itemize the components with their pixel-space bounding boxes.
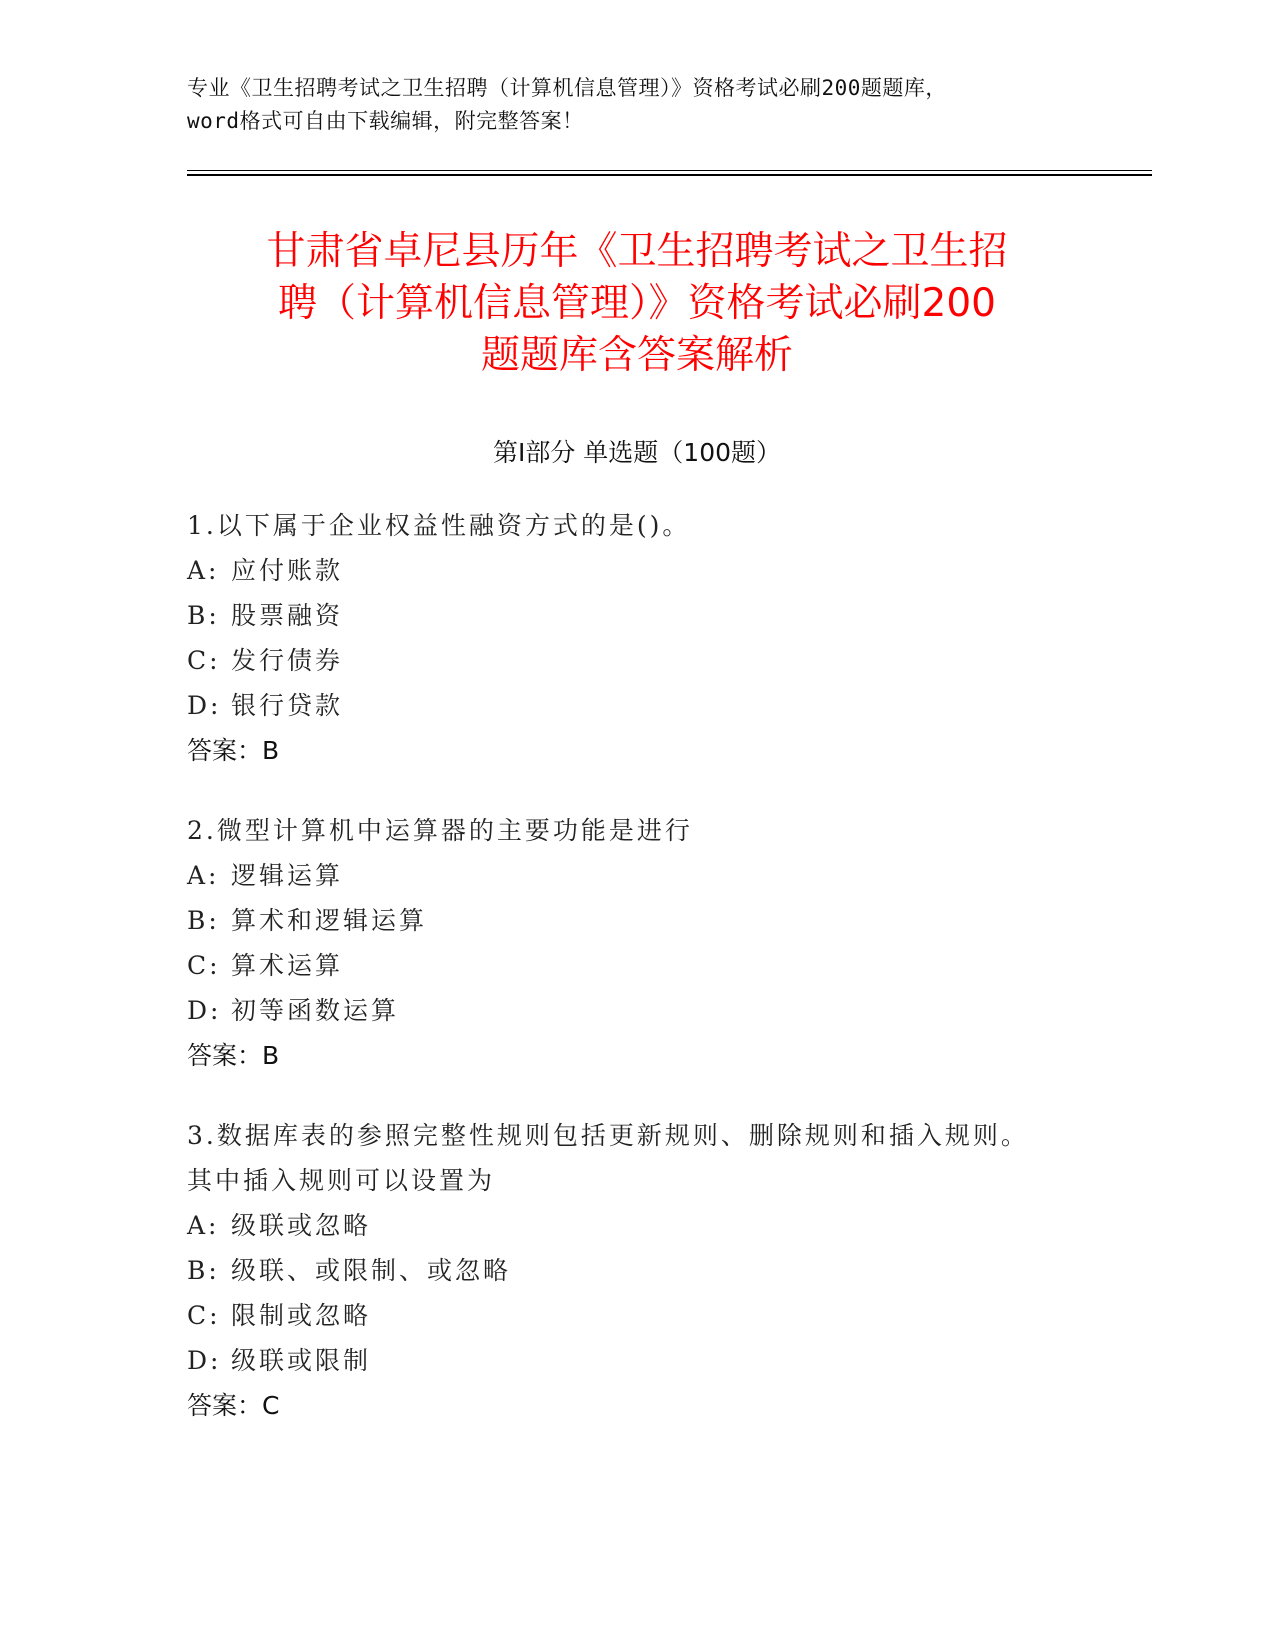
option-letter: C: — [187, 1301, 221, 1330]
option-b — [187, 593, 1087, 638]
question-1 — [187, 503, 1087, 773]
question-3 — [187, 1113, 1087, 1428]
answer: 答案：B — [187, 1041, 280, 1070]
option-text: 级联或限制 — [231, 1346, 372, 1375]
header-note-line-1: 专业《卫生招聘考试之卫生招聘（计算机信息管理）》资格考试必刷200题题库， — [187, 76, 947, 100]
option-b — [187, 898, 1087, 943]
option-text: 股票融资 — [231, 601, 344, 630]
question-stem-line-1: 3.数据库表的参照完整性规则包括更新规则、删除规则和插入规则。 — [187, 1121, 1029, 1150]
option-c — [187, 638, 1087, 683]
option-d — [187, 1338, 1087, 1383]
question-stem-line-2: 其中插入规则可以设置为 — [187, 1166, 496, 1195]
option-text: 发行债券 — [231, 646, 344, 675]
question-2 — [187, 808, 1087, 1078]
option-b — [187, 1248, 1087, 1293]
section-heading: 第Ⅰ部分 单选题（100题） — [492, 438, 782, 467]
option-text: 算术和逻辑运算 — [231, 906, 428, 935]
option-letter: C: — [187, 646, 221, 675]
option-text: 初等函数运算 — [231, 996, 400, 1025]
option-letter: D: — [187, 1346, 222, 1375]
option-letter: A: — [187, 861, 220, 890]
header-note-line-2: word格式可自由下载编辑，附完整答案！ — [187, 109, 584, 133]
title-line-2: 聘（计算机信息管理）》资格考试必刷200 — [278, 281, 996, 326]
option-a — [187, 1203, 1087, 1248]
option-text: 逻辑运算 — [231, 861, 344, 890]
document-title — [187, 226, 1087, 382]
header-note — [187, 72, 1087, 138]
option-a — [187, 853, 1087, 898]
option-letter: C: — [187, 951, 221, 980]
header-rule-thin — [187, 170, 1152, 171]
question-stem: 1.以下属于企业权益性融资方式的是()。 — [187, 511, 691, 540]
option-text: 级联或忽略 — [231, 1211, 372, 1240]
option-c — [187, 1293, 1087, 1338]
option-a — [187, 548, 1087, 593]
option-letter: D: — [187, 691, 222, 720]
answer: 答案：B — [187, 736, 280, 765]
option-text: 银行贷款 — [231, 691, 344, 720]
option-c — [187, 943, 1087, 988]
option-letter: D: — [187, 996, 222, 1025]
option-letter: B: — [187, 601, 220, 630]
title-line-3: 题题库含答案解析 — [480, 333, 793, 378]
question-stem: 2.微型计算机中运算器的主要功能是进行 — [187, 816, 693, 845]
option-text: 算术运算 — [231, 951, 344, 980]
header-rule-thick — [187, 174, 1152, 176]
option-d — [187, 683, 1087, 728]
title-line-1: 甘肃省卓尼县历年《卫生招聘考试之卫生招 — [266, 229, 1008, 274]
option-text: 应付账款 — [231, 556, 344, 585]
option-letter: B: — [187, 1256, 220, 1285]
option-letter: A: — [187, 556, 220, 585]
option-letter: B: — [187, 906, 220, 935]
option-letter: A: — [187, 1211, 220, 1240]
answer: 答案：C — [187, 1391, 280, 1420]
option-d — [187, 988, 1087, 1033]
option-text: 级联、或限制、或忽略 — [231, 1256, 512, 1285]
option-text: 限制或忽略 — [231, 1301, 372, 1330]
